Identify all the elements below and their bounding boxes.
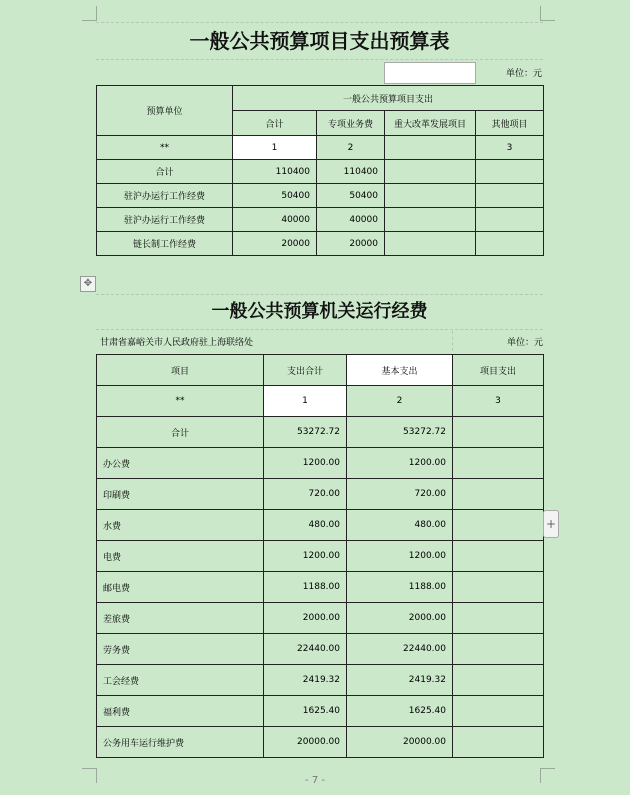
table-row xyxy=(97,417,544,448)
header-group: 一般公共预算项目支出 xyxy=(233,86,544,111)
table-row xyxy=(97,665,544,696)
cell: 20000 xyxy=(317,232,385,256)
move-icon[interactable]: ✥ xyxy=(80,276,96,292)
cell: 40000 xyxy=(233,208,317,232)
cell: 合计 xyxy=(97,160,233,184)
table-row xyxy=(97,160,544,184)
header-col: 其他项目 xyxy=(476,111,544,136)
cell: 1200.00 xyxy=(264,448,347,479)
cell: 110400 xyxy=(317,160,385,184)
cell: 印刷费 xyxy=(97,479,264,510)
table1-title: 一般公共预算项目支出预算表 xyxy=(96,22,543,60)
header-col: 项目 xyxy=(97,355,264,386)
cell xyxy=(453,727,544,758)
cell: 2000.00 xyxy=(264,603,347,634)
cell: 20000.00 xyxy=(264,727,347,758)
cell: 工会经费 xyxy=(97,665,264,696)
cell: 3 xyxy=(476,136,544,160)
table-row xyxy=(97,572,544,603)
table-row xyxy=(97,727,544,758)
cell: 720.00 xyxy=(347,479,453,510)
cell: 链长制工作经费 xyxy=(97,232,233,256)
cell: 480.00 xyxy=(347,510,453,541)
table1-unit xyxy=(476,62,542,82)
cell: 电费 xyxy=(97,541,264,572)
cell: 3 xyxy=(453,386,544,417)
cell: 劳务费 xyxy=(97,634,264,665)
cell xyxy=(385,160,476,184)
cell: 驻沪办运行工作经费 xyxy=(97,208,233,232)
cell xyxy=(476,184,544,208)
cell: ** xyxy=(97,136,233,160)
cell xyxy=(476,208,544,232)
cell xyxy=(385,232,476,256)
cell xyxy=(385,184,476,208)
cell xyxy=(476,160,544,184)
cell: 2 xyxy=(347,386,453,417)
table2-title: 一般公共预算机关运行经费 xyxy=(96,294,543,330)
cell xyxy=(453,479,544,510)
header-col: 支出合计 xyxy=(264,355,347,386)
cell xyxy=(453,541,544,572)
cell: 合计 xyxy=(97,417,264,448)
table-row xyxy=(97,541,544,572)
table-row xyxy=(97,603,544,634)
cell: 2000.00 xyxy=(347,603,453,634)
cell: 水费 xyxy=(97,510,264,541)
cell xyxy=(453,448,544,479)
cell: 1 xyxy=(233,136,317,160)
operating-expense-table xyxy=(96,354,544,758)
header-col: 专项业务费 xyxy=(317,111,385,136)
cell xyxy=(453,417,544,448)
code-row xyxy=(97,136,544,160)
page-number: - 7 - xyxy=(305,775,325,786)
cell: 1 xyxy=(264,386,347,417)
cell: 2419.32 xyxy=(347,665,453,696)
cell: 1188.00 xyxy=(347,572,453,603)
cell: 1625.40 xyxy=(264,696,347,727)
table1-unit-text: 单位：元 xyxy=(505,68,542,79)
cell: 1188.00 xyxy=(264,572,347,603)
cell xyxy=(453,634,544,665)
cell: 1200.00 xyxy=(347,541,453,572)
table-row xyxy=(97,696,544,727)
cell: 公务用车运行维护费 xyxy=(97,727,264,758)
cell: 480.00 xyxy=(264,510,347,541)
plus-icon[interactable]: + xyxy=(543,510,559,538)
cell: 1625.40 xyxy=(347,696,453,727)
crop-mark-top-right xyxy=(540,6,555,21)
cell: 20000.00 xyxy=(347,727,453,758)
cell: ** xyxy=(97,386,264,417)
table-row xyxy=(97,634,544,665)
cell: 办公费 xyxy=(97,448,264,479)
cell: 50400 xyxy=(317,184,385,208)
cell: 1200.00 xyxy=(264,541,347,572)
crop-mark-top-left xyxy=(82,6,97,21)
cell: 邮电费 xyxy=(97,572,264,603)
header-col: 合计 xyxy=(233,111,317,136)
cell: 驻沪办运行工作经费 xyxy=(97,184,233,208)
table-row xyxy=(97,184,544,208)
table2-unit-text: 单位：元 xyxy=(506,337,543,348)
cell: 50400 xyxy=(233,184,317,208)
cell: 110400 xyxy=(233,160,317,184)
table-row xyxy=(97,208,544,232)
header-col: 基本支出 xyxy=(347,355,453,386)
cell: 福利费 xyxy=(97,696,264,727)
table2-unit xyxy=(452,331,543,351)
table-row xyxy=(97,479,544,510)
code-row xyxy=(97,386,544,417)
cell: 2419.32 xyxy=(264,665,347,696)
cell: 22440.00 xyxy=(347,634,453,665)
cell xyxy=(453,696,544,727)
cell: 20000 xyxy=(233,232,317,256)
cell xyxy=(476,232,544,256)
header-org: 预算单位 xyxy=(97,86,233,136)
cell: 53272.72 xyxy=(264,417,347,448)
header-col: 重大改革发展项目 xyxy=(385,111,476,136)
table-row xyxy=(97,232,544,256)
cell: 40000 xyxy=(317,208,385,232)
header-row xyxy=(97,355,544,386)
cell: 53272.72 xyxy=(347,417,453,448)
cell xyxy=(385,136,476,160)
cell xyxy=(453,665,544,696)
table1-blank-cell xyxy=(384,62,476,84)
table-row xyxy=(97,448,544,479)
table-row xyxy=(97,510,544,541)
cell xyxy=(453,603,544,634)
cell: 差旅费 xyxy=(97,603,264,634)
cell: 720.00 xyxy=(264,479,347,510)
cell: 2 xyxy=(317,136,385,160)
cell xyxy=(453,572,544,603)
cell xyxy=(385,208,476,232)
cell: 1200.00 xyxy=(347,448,453,479)
header-col: 项目支出 xyxy=(453,355,544,386)
cell xyxy=(453,510,544,541)
table2-org xyxy=(100,331,400,351)
cell: 22440.00 xyxy=(264,634,347,665)
table2-org-text: 甘肃省嘉峪关市人民政府驻上海联络处 xyxy=(100,337,254,348)
project-budget-table xyxy=(96,85,544,256)
